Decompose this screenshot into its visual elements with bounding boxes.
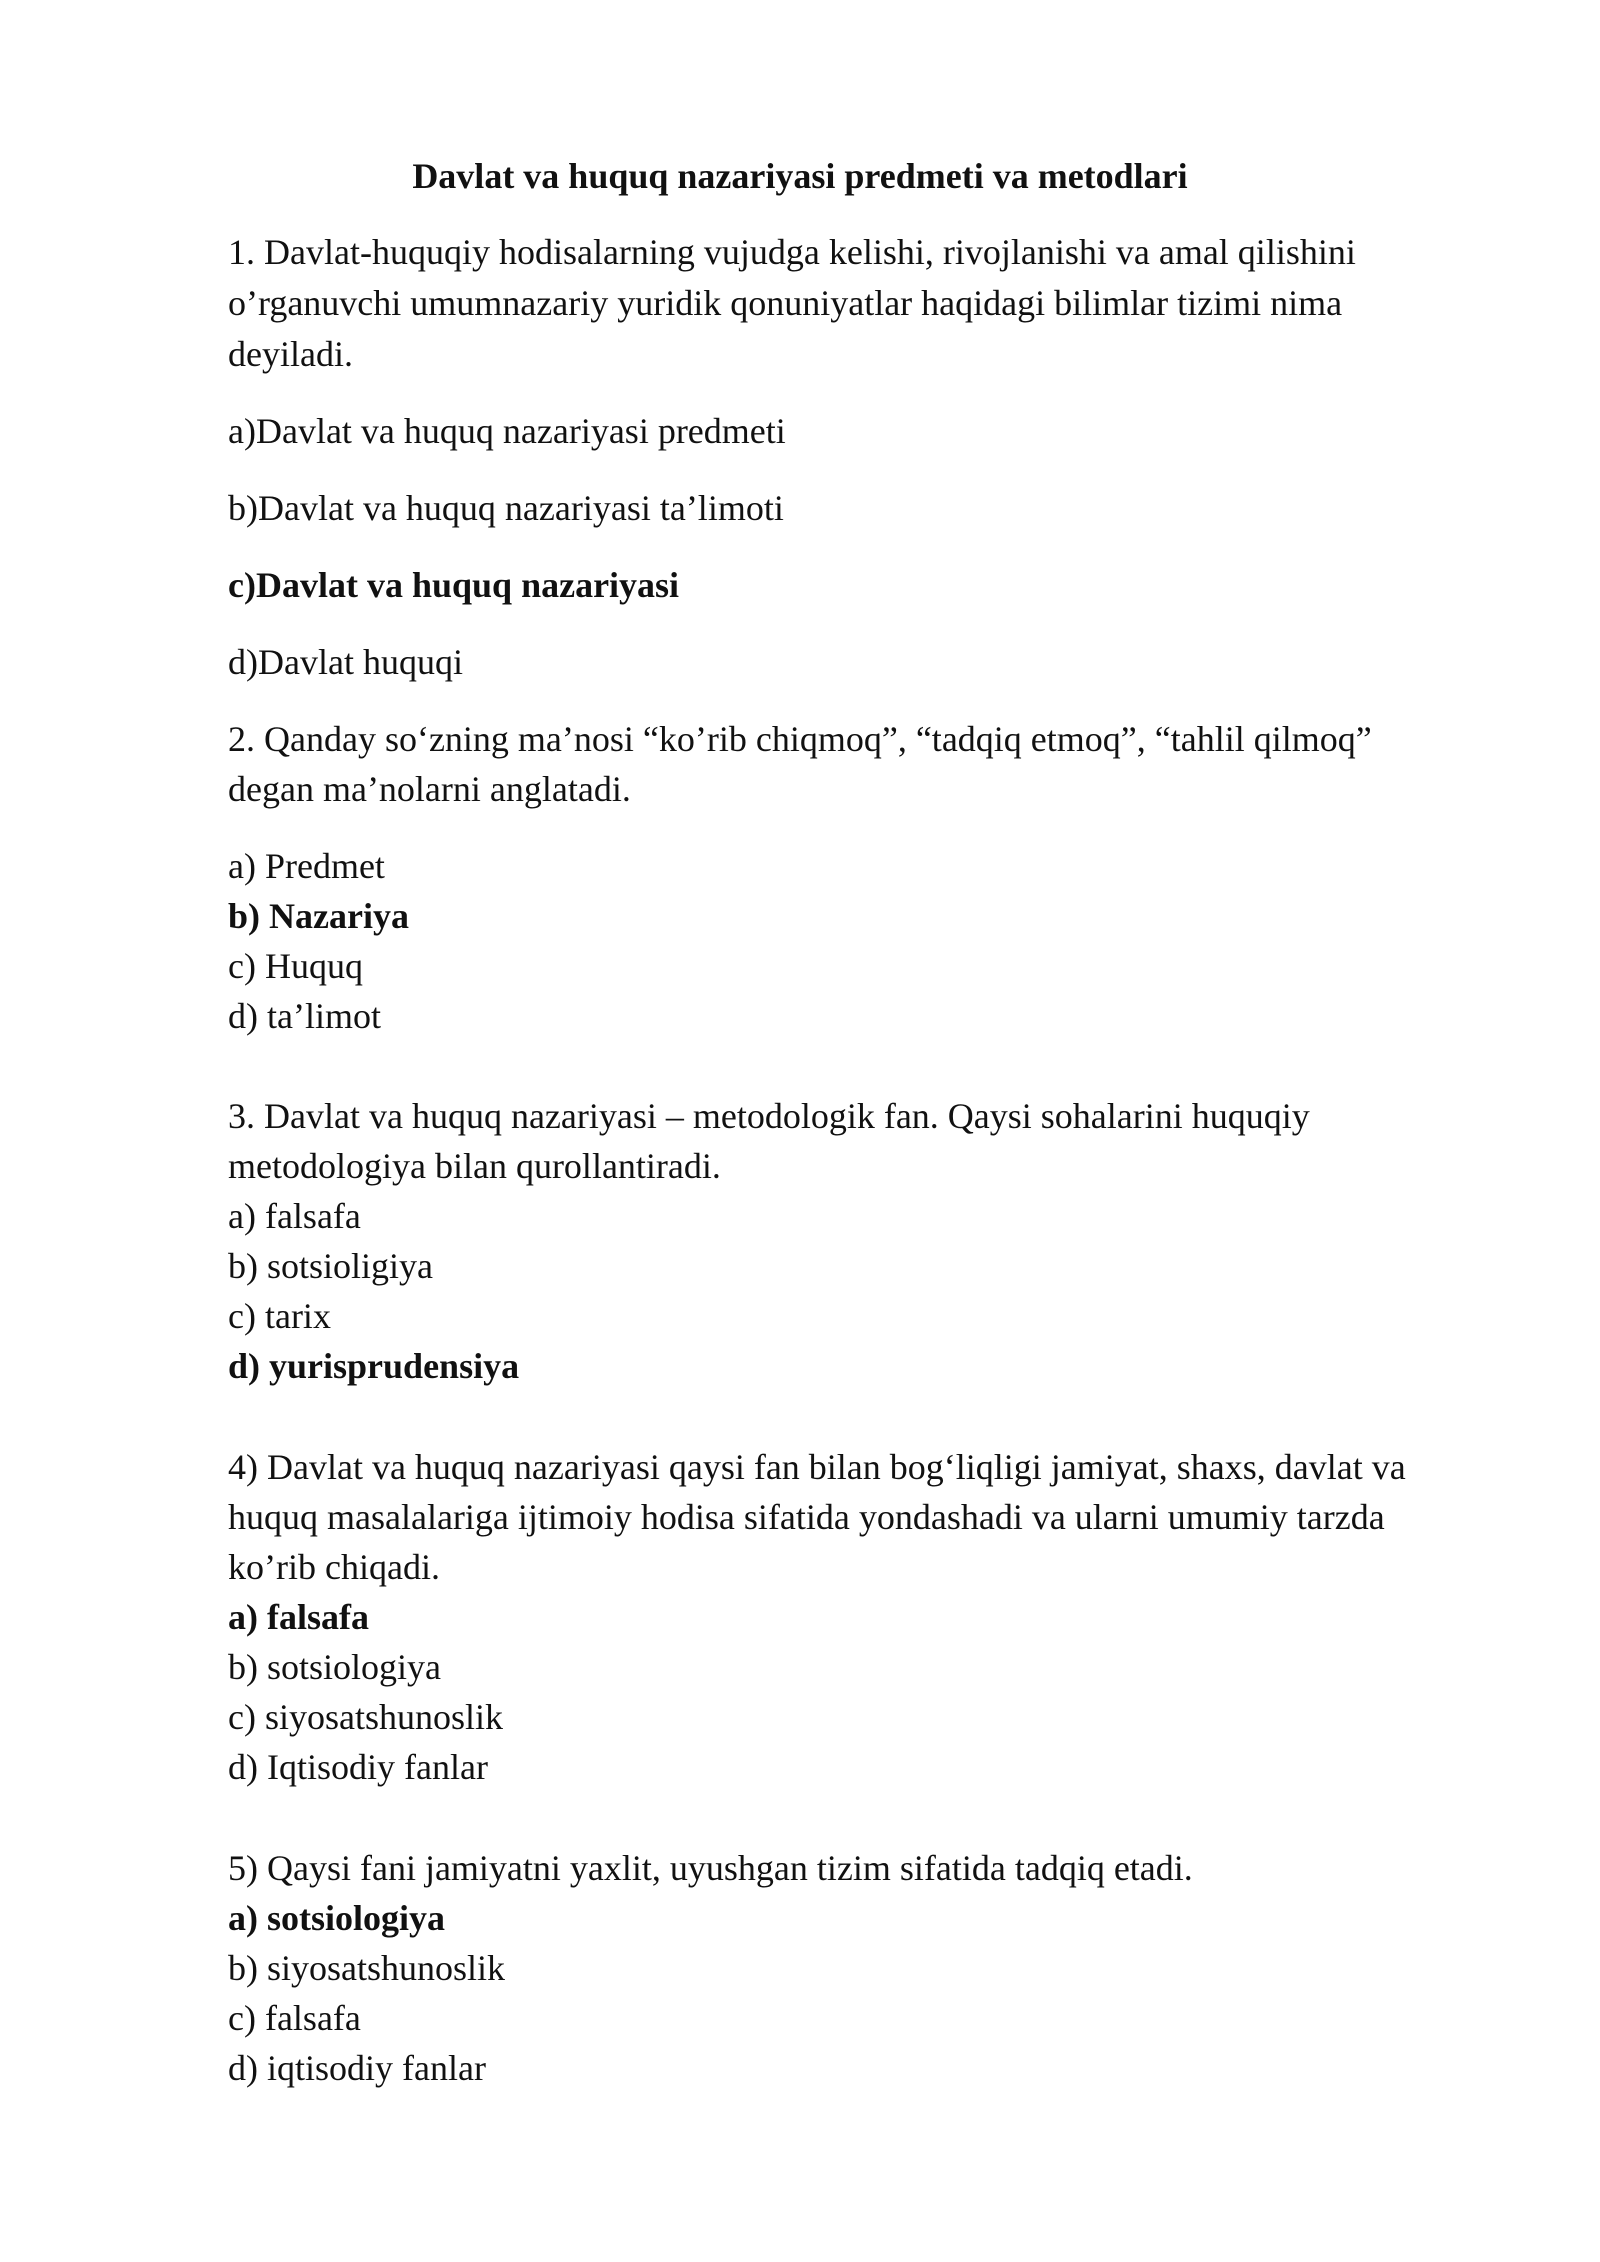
question-1-text-line-2: o’rganuvchi umumnazariy yuridik qonuniyatlar haqidagi bilimlar tizimi nima bbox=[228, 283, 1343, 323]
question-5-option-b: b) siyosatshunoslik bbox=[228, 1948, 506, 1988]
question-2-text-line-2: degan ma’nolarni anglatadi. bbox=[228, 769, 631, 809]
question-1-option-a: a)Davlat va huquq nazariyasi predmeti bbox=[228, 411, 786, 451]
question-2-option-a: a) Predmet bbox=[228, 846, 385, 886]
question-5-option-c: c) falsafa bbox=[228, 1998, 361, 2038]
question-1-option-d: d)Davlat huquqi bbox=[228, 642, 463, 682]
question-3-option-b: b) sotsioligiya bbox=[228, 1246, 433, 1286]
question-1-option-c-answer: c)Davlat va huquq nazariyasi bbox=[228, 565, 680, 605]
question-4-text-line-3: ko’rib chiqadi. bbox=[228, 1547, 440, 1587]
question-1-option-b: b)Davlat va huquq nazariyasi ta’limoti bbox=[228, 488, 784, 528]
question-3-option-c: c) tarix bbox=[228, 1296, 331, 1336]
question-4-option-a-answer: a) falsafa bbox=[228, 1597, 369, 1637]
question-4-text-line-1: 4) Davlat va huquq nazariyasi qaysi fan bilan bog‘liqligi jamiyat, shaxs, davlat va bbox=[228, 1447, 1406, 1487]
question-4-text-line-2: huquq masalalariga ijtimoiy hodisa sifatida yondashadi va ularni umumiy tarzda bbox=[228, 1497, 1385, 1537]
document-title: Davlat va huquq nazariyasi predmeti va metodlari bbox=[412, 156, 1188, 196]
question-3-option-a: a) falsafa bbox=[228, 1196, 361, 1236]
question-4-option-d: d) Iqtisodiy fanlar bbox=[228, 1747, 488, 1787]
question-3-text-line-2: metodologiya bilan qurollantiradi. bbox=[228, 1146, 721, 1186]
question-1-text-line-1: 1. Davlat-huquqiy hodisalarning vujudga kelishi, rivojlanishi va amal qilishini bbox=[228, 232, 1356, 272]
question-2-option-d: d) ta’limot bbox=[228, 996, 381, 1036]
question-2-option-b-answer: b) Nazariya bbox=[228, 896, 409, 936]
question-1-text-line-3: deyiladi. bbox=[228, 334, 353, 374]
question-3-option-d-answer: d) yurisprudensiya bbox=[228, 1346, 520, 1386]
question-4-option-c: c) siyosatshunoslik bbox=[228, 1697, 503, 1737]
question-4-option-b: b) sotsiologiya bbox=[228, 1647, 441, 1687]
question-2-option-c: c) Huquq bbox=[228, 946, 363, 986]
question-5-option-a-answer: a) sotsiologiya bbox=[228, 1898, 446, 1938]
question-5-text-line-1: 5) Qaysi fani jamiyatni yaxlit, uyushgan tizim sifatida tadqiq etadi. bbox=[228, 1848, 1193, 1888]
question-5-option-d: d) iqtisodiy fanlar bbox=[228, 2048, 486, 2088]
question-3-text-line-1: 3. Davlat va huquq nazariyasi – metodologik fan. Qaysi sohalarini huquqiy bbox=[228, 1096, 1310, 1136]
question-2-text-line-1: 2. Qanday so‘zning ma’nosi “ko’rib chiqmoq”, “tadqiq etmoq”, “tahlil qilmoq” bbox=[228, 719, 1372, 759]
